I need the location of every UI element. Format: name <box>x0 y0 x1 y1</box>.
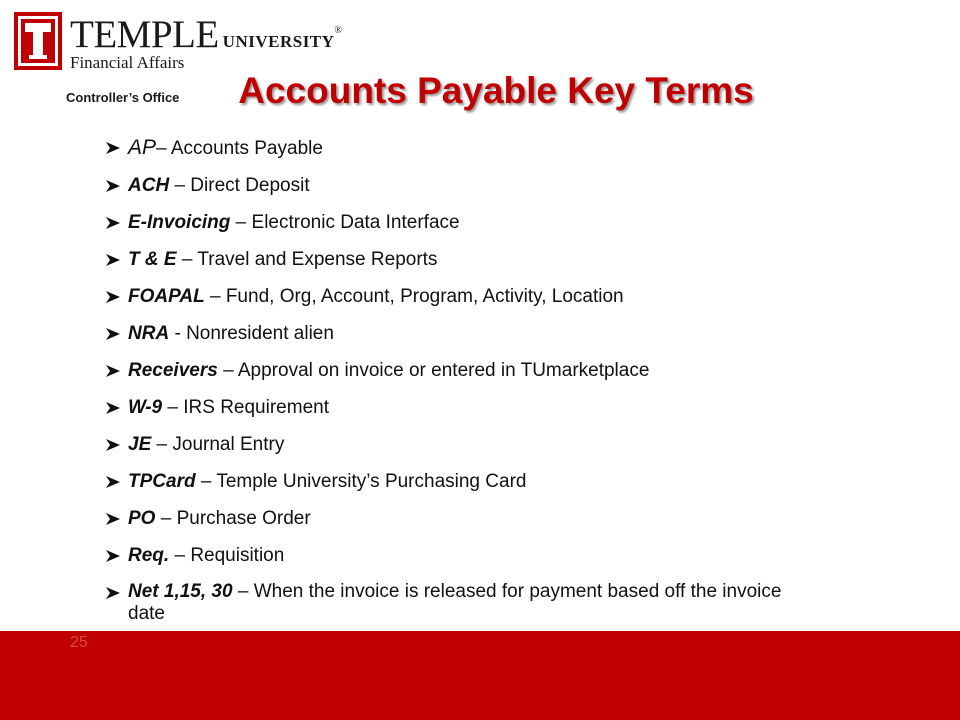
term-definition: Accounts Payable <box>170 138 323 159</box>
term-definition: Approval on invoice or entered in TUmarketplace <box>237 360 650 381</box>
term-definition: Temple University’s Purchasing Card <box>216 471 527 492</box>
term-definition: When the invoice is released for payment based off the invoice date <box>128 581 782 624</box>
term-key: W-9 <box>128 397 163 418</box>
term-item <box>106 544 806 567</box>
term-separator: – <box>155 508 177 529</box>
arrow-bullet-icon <box>106 365 120 377</box>
logo-university-text: UNIVERSITY <box>222 32 335 51</box>
arrow-bullet-icon <box>106 513 120 525</box>
page-number: 25 <box>70 634 88 651</box>
logo-department: Financial Affairs <box>70 53 185 72</box>
term-item <box>106 136 806 160</box>
term-separator: – <box>204 286 226 307</box>
arrow-bullet-icon <box>106 217 120 229</box>
term-definition: Purchase Order <box>176 508 311 529</box>
term-item <box>106 396 806 419</box>
term-key: ACH <box>128 175 170 196</box>
term-definition: Nonresident alien <box>186 323 334 344</box>
term-separator: – <box>195 471 217 492</box>
term-key: TPCard <box>128 471 196 492</box>
term-key: E-Invoicing <box>128 212 231 233</box>
term-item <box>106 285 806 308</box>
term-separator: – <box>162 397 184 418</box>
term-separator: – <box>169 175 191 196</box>
arrow-bullet-icon <box>106 142 120 154</box>
term-key: T & E <box>128 249 177 270</box>
term-key: Receivers <box>128 360 218 381</box>
arrow-bullet-icon <box>106 291 120 303</box>
term-separator: – <box>232 581 254 602</box>
footer-bar <box>0 631 960 720</box>
term-item <box>106 174 806 197</box>
arrow-bullet-icon <box>106 439 120 451</box>
term-separator: - <box>169 323 187 344</box>
term-separator: – <box>151 434 173 455</box>
slide-title: Accounts Payable Key Terms <box>238 70 754 111</box>
term-key: Net 1,15, 30 <box>128 581 233 602</box>
term-key: Req. <box>128 545 170 566</box>
temple-t-logo-icon <box>14 12 62 70</box>
term-item <box>106 470 806 493</box>
term-definition: Fund, Org, Account, Program, Activity, Location <box>225 286 624 307</box>
term-item <box>106 581 808 625</box>
term-separator: – <box>217 360 238 381</box>
term-key: PO <box>128 508 156 529</box>
term-item <box>106 359 806 382</box>
term-definition: Electronic Data Interface <box>251 212 460 233</box>
term-key: AP <box>128 136 157 159</box>
term-item <box>106 248 806 271</box>
term-key: JE <box>128 434 152 455</box>
arrow-bullet-icon <box>106 550 120 562</box>
arrow-bullet-icon <box>106 476 120 488</box>
term-separator: – <box>176 249 198 270</box>
term-separator: – <box>156 138 171 159</box>
arrow-bullet-icon <box>106 587 120 599</box>
term-key: FOAPAL <box>128 286 205 307</box>
term-definition: Requisition <box>190 545 285 566</box>
term-separator: – <box>230 212 252 233</box>
term-definition: Travel and Expense Reports <box>197 249 438 270</box>
terms-list <box>106 136 806 639</box>
logo-office: Controller’s Office <box>66 90 180 105</box>
term-definition: IRS Requirement <box>183 397 329 418</box>
term-item <box>106 507 806 530</box>
arrow-bullet-icon <box>106 254 120 266</box>
term-item <box>106 433 806 456</box>
term-definition: Journal Entry <box>172 434 285 455</box>
term-definition: Direct Deposit <box>190 175 310 196</box>
arrow-bullet-icon <box>106 402 120 414</box>
term-item <box>106 322 806 345</box>
term-key: NRA <box>128 323 170 344</box>
logo-registered-mark: ® <box>334 25 342 36</box>
term-item <box>106 211 806 234</box>
logo-name-text: TEMPLE <box>70 13 219 56</box>
arrow-bullet-icon <box>106 180 120 192</box>
arrow-bullet-icon <box>106 328 120 340</box>
term-separator: – <box>169 545 191 566</box>
